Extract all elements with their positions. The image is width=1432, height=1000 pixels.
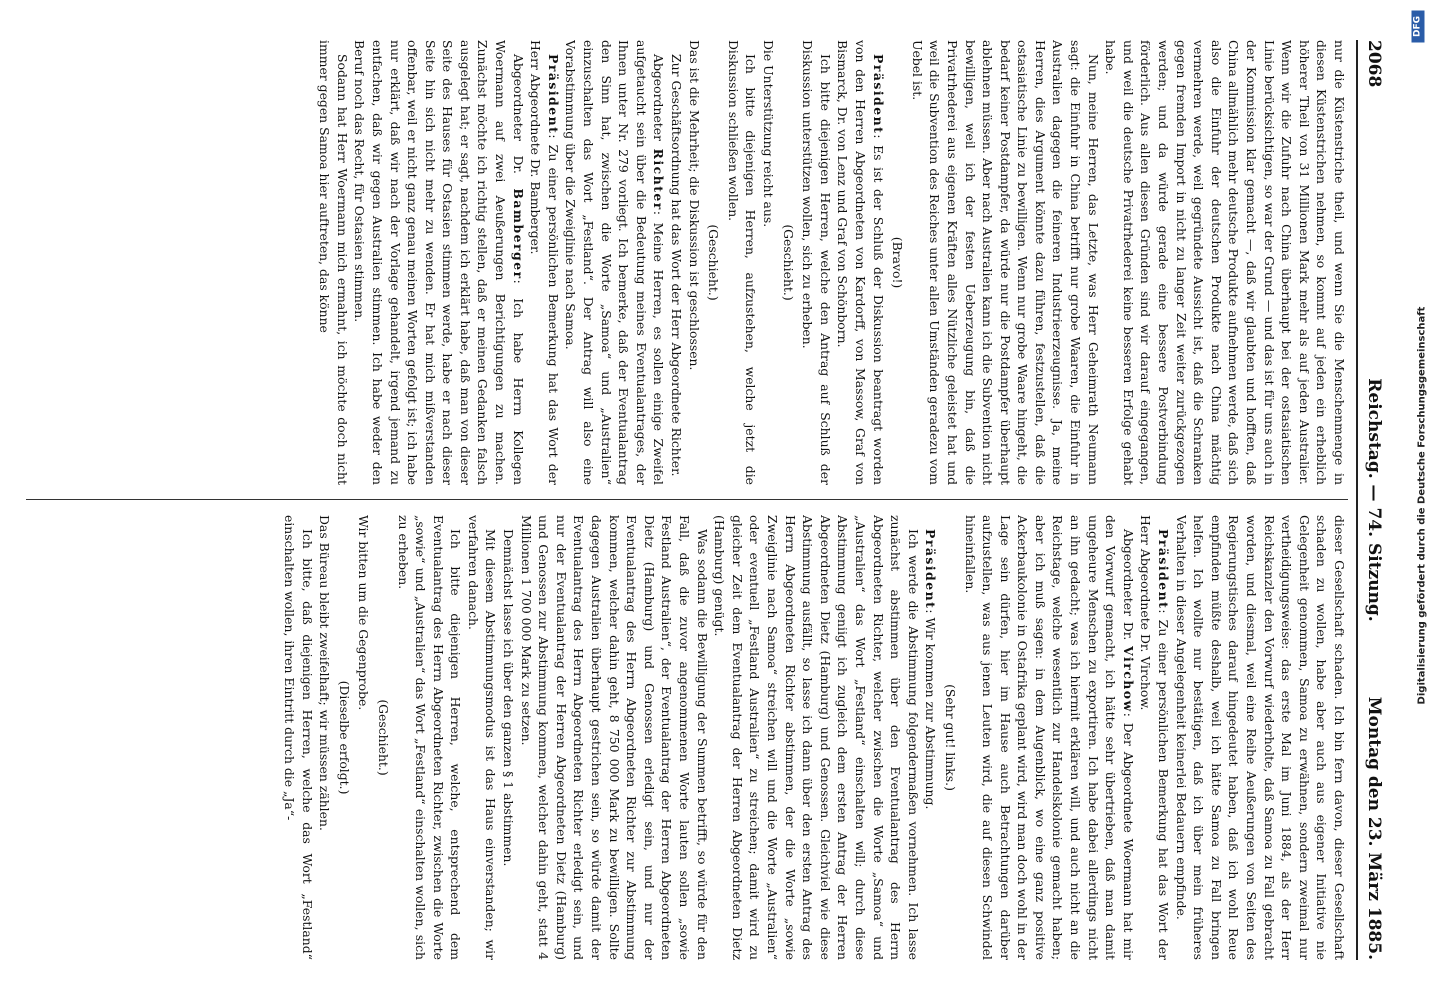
speaker-name: Präsident [1156, 529, 1172, 610]
text-run: Ich werde die Abstimmung folgendermaßen vornehmen. Ich lasse zunächst abstimmen über den Eventualantrag des Herrn Abgeordneten Richter, welcher zwischen die Worte „Samoa“ und „Australien“ das Wort „Festland“ einschalten will; durch diese Abstimmung geniigt ich zugleich dem ersten Antrag der Herren Abgeordneten Dietz (Hamburg) und Genossen. Gleichviel wie diese Abstimmung ausfällt, so lasse ich dann über den ersten Antrag des Herrn Abgeordneten Richter abstimmen, der die Worte „sowie Zweiglinie nach Samoa“ streichen will und die Worte „Australien“ oder eventuell „Festland Australien“ zu streichen; damit wird zu gleicher Zeit dem Eventualantrag der Herren Abgeordneten Dietz (Hamburg) genügt. [712, 515, 921, 960]
text-run: (Dieselbe erfolgt.) [336, 680, 352, 795]
text-run: Ich bitte, daß diejenigen Herren, welche das Wort „Festland“ einschalten wollen, ihren Eintritt durch die „Ja“- [281, 515, 315, 960]
digitization-credit: Digitalisierung gefördert durch die Deutsche Forschungsgemeinschaft [1416, 306, 1428, 705]
left-column-paragraph [685, 40, 703, 485]
right-column-paragraph [711, 515, 922, 960]
text-run: nur die Küstenstriche theil, und wenn Sie die Menschenmenge in diesen Küstenstrichen nehmen, so kommt auf jeden ein erheblich höherer Theil von 31 Millionen Mark mehr als auf jeden Australier. Wenn wir die Zufuhr nach China überhaupt bei der ostasiatischen Linie berücksichtigen, so war der Grund — und das ist für uns auch in der Kommission klar gemacht —, daß wir glaubten und hofften, daß China allmählich mehr deutsche Produkte aufnehmen werde, daß sich also die Einfuhr der deutschen Produkte nach China mächtig vermehren werde, weil gegründete Aussicht ist, daß die Schranken gegen fremden Import in nicht zu langer Zeit weiter zurückgezogen werden; und da würde gerade eine bessere Postverbindung förderlich. Aus allen diesen Gründen sind wir darauf eingegangen, und weil die deutsche Privatrhederei keine besseren Erfolge gehabt habe. [1103, 40, 1347, 485]
text-run: : Meine Herren, es sollen einige Zweifel aufgetaucht sein über die Bedeutung meines Eventualantrages, der Ihnen unter Nr. 279 vorliegt. Ich bemerke, daß der Eventualantrag den Sinn hat, zwischen die Worte „Samoa“ und „Australien“ einzuschalten das Wort „Festland“. Der Antrag will also eine Vorabstimmung über die Zweiglinie nach Samoa. [563, 40, 667, 485]
text-run: Nun, meine Herren, das Letzte, was Herr Geheimrath Neumann sagt: die Einfuhr in China betrifft nur grobe Waaren, die Einfuhr in Australien dagegen die feineren Industrieerzeugnisse. Ja, meine Herren, dies Argument könnte dazu führen, festzustellen, daß die ostasiatische Linie zu bewilligen. Wenn nur grobe Waare hingeht, die bedarf keiner Postdampfer, da würde nur die Postdampfer überhaupt ablehnen müssen. Aber nach Australien kann ich die Subvention nicht bewilligen, weil ich der festen Ueberzeugung bin, daß die Privatrhederei aus eigenen Kräften alles Nützliche geleistet hat und weil die Subvention des Reiches unter allen Umständen geradezu vom Uebel ist. [909, 40, 1101, 485]
text-run: dieser Gesellschaft schaden. Ich bin fern davon, dieser Gesellschaft schaden zu wollen, habe aber auch aus eigener Initiative nie Gelegenheit genommen, Samoa zu erwähnen, sondern zweimal nur vertheidigungsweise: das erste Mal im Juni 1884, als der Herr Reichskanzler den Vorwurf wiederholte, daß Samoa zu Fall gebracht worden, und diesmal, weil eine Reihe Aeußerungen von Seiten des Regierungstisches darauf hingedeutet haben, daß ich wohl Reue empfinden müßte deshalb, weil ich hätte Samoa zu Fall bringen helfen. Ich wollte nur bestätigen, daß ich über mein früheres Verhalten in dieser Angelegenheit keinerlei Bedauern empfinde. [1173, 515, 1347, 960]
text-run: Ich bitte diejenigen Herren, welche den Antrag auf Schluß der Diskussion unterstützen wollen, sich zu erheben. [800, 40, 833, 485]
text-run: (Sehr gut! links.) [942, 684, 958, 791]
speaker-name: Präsident [923, 529, 939, 610]
text-run: Abgeordneter Dr. [510, 54, 526, 189]
left-column-paragraph [834, 40, 887, 485]
text-run: Abgeordneter Dr. [1120, 529, 1136, 647]
text-run: Mit diesem Abstimmungsmodus ist das Haus einverstanden; wir verfahren danach. [465, 515, 499, 960]
right-column-paragraph [355, 515, 373, 960]
left-column-paragraph [799, 40, 834, 485]
text-run: Was sodann die Bewilligung der Summen betrifft, so würde für den Fall, daß die zuvor angenommenen Worte lauten sollen „sowie Festland Australien“, der Eventualantrag der Herren Abgeordneten Dietz (Hamburg) und Genossen erledigt sein, und nur der Eventualantrag des Herrn Abgeordneten Richter zur Abstimmung kommen, welcher dahin geht, 8 750 000 Mark zu bewilligen. Sollte dagegen Australien überhaupt gestrichen sein, so würde damit der Eventualantrag des Herrn Abgeordneten Richter erledigt sein, und nur der Eventualantrag der Herren Abgeordneten Dietz (Hamburg) und Genossen zur Abstimmung kommen, welcher dahin geht, statt 4 Millionen 1 700 000 Mark zu setzen. [518, 515, 710, 960]
text-run: : Zu einer persönlichen Bemerkung hat das Wort der Herr Abgeordnete Dr. Virchow. [1138, 515, 1172, 960]
speaker-name: Präsident [870, 54, 886, 135]
left-column-paragraph [1102, 40, 1348, 485]
right-column-paragraph [941, 515, 959, 960]
text-run: (Bravo!) [890, 236, 906, 289]
speaker-name: Präsident [545, 54, 561, 135]
dfg-logo: DFG [1412, 11, 1425, 43]
text-run: : Es ist der Schluß der Diskussion beantragt worden von den Herren Abgeordneten von Kardorff, von Massow, Graf von Bismarck, Dr. von Lenz und Graf von Schönborn. [835, 40, 886, 485]
text-run: : Zu einer persönlichen Bemerkung hat das Wort der Herr Abgeordnete Dr. Bamberger. [528, 40, 561, 485]
text-run: Demnächst lasse ich über den ganzen § 1 abstimmen. [501, 529, 517, 867]
right-column-paragraph [374, 515, 392, 960]
left-column-paragraph [724, 40, 759, 485]
right-column-paragraph [517, 515, 711, 960]
text-run: Das Büreau bleibt zweifelhaft; wir müssen zählen. [317, 515, 333, 831]
right-column-paragraph [961, 515, 1137, 960]
text-run: Abgeordneter [651, 54, 667, 149]
text-run: Wir bitten um die Gegenprobe. [356, 515, 372, 711]
right-column-paragraph [922, 515, 940, 960]
right-column-paragraph [394, 515, 464, 960]
right-column-paragraph [280, 515, 315, 960]
column-divider [26, 499, 1348, 500]
text-run: : Wir kommen zur Abstimmung. [923, 609, 939, 810]
right-column-paragraph [1137, 515, 1172, 960]
left-column-paragraph [316, 40, 351, 485]
right-column-paragraph [464, 515, 499, 960]
text-columns [26, 40, 1348, 960]
text-run: (Geschieht.) [375, 699, 391, 776]
left-column-paragraph [667, 40, 685, 485]
session-title: Reichstag. — 74. Sitzung. [1364, 378, 1384, 622]
left-column-paragraph [759, 40, 777, 485]
speaker-name: Richter [651, 148, 667, 211]
left-column-paragraph [527, 40, 562, 485]
left-column-paragraph [908, 40, 1102, 485]
text-run: (Geschieht.) [706, 224, 722, 301]
left-column-paragraph [889, 40, 907, 485]
page-number: 2068 [1364, 40, 1384, 88]
text-run: : Der Abgeordnete Woermann hat mir den Vorwurf gemacht, ich hätte sehr übertrieben, daß man damit ungeheure Menschen zu exportiren. Ich habe dabei allerdings nicht an ihn gedacht; was ich hiermit erklären will, und auch nicht an die Reichstage, welche wesentlich zur Handelskolonie gemacht haben; aber ich muß sagen: in dem Augenblick, wo eine ganz positive Ackerbaukolonie in Ostafrika geplant wird, wird man doch wohl in der Lage sein dürfen, hier im Hause auch Betrachtungen darüber aufzustellen, was aus jenen Leuten wird, die auf diesen Schwindel hineinfallen. [962, 515, 1136, 960]
left-column-paragraph [562, 40, 668, 485]
right-column-paragraph [500, 515, 518, 960]
text-run: Das ist die Mehrheit; die Diskussion ist geschlossen. [686, 40, 702, 371]
text-run: (Geschieht.) [780, 224, 796, 301]
right-column-paragraph [335, 515, 353, 960]
text-run: Ich bitte diejenigen Herren, aufzustehen, welche jetzt die Diskussion schließen wollen. [725, 40, 759, 485]
left-column-paragraph [351, 40, 527, 485]
page-header [1356, 40, 1384, 960]
right-column [26, 515, 1348, 960]
session-date: Montag den 23. März 1885. [1364, 696, 1384, 960]
speaker-name: Virchow [1120, 646, 1136, 713]
left-column [26, 40, 1348, 485]
text-run: Sodann hat Herr Woermann mich ermahnt, ich möchte doch nicht immer gegen Samoa hier auftreten, das könne [317, 40, 350, 485]
right-column-paragraph [316, 515, 334, 960]
text-run: Die Unterstützung reicht aus. [761, 40, 776, 228]
speaker-name: Bamberger [510, 188, 526, 280]
text-run: Zur Geschäftsordnung hat das Wort der Herr Abgeordnete Richter. [669, 54, 685, 477]
text-run: Ich bitte diejenigen Herren, welche, entsprechend dem Eventualantrag des Herrn Abgeordneten Richter, zwischen die Worte „sowie“ und „Australien“ das Wort „Festland“ einschalten wollen, sich zu erheben. [395, 515, 464, 960]
text-run: : Ich habe Herrn Kollegen Woermann auf zwei Aeußerungen Berichtigungen zu machen. Zunächst möchte ich richtig stellen, daß er meinen Gedanken falsch ausgelegt hat; er sagt, nachdem ich erklärt habe, daß man von dieser Seite des Hauses für Ostasien stimmen werde, habe er nach dieser Seite hin sich nicht mehr zu wenden. Er hat mich mißverstanden offenbar, weil er nicht ganz genau meinen Worten gefolgt ist; ich habe nur erklärt, daß wir nach der Vorlage gehandelt, irgend jemand zu entfachen, daß wir gegen Australien stimmen. Ich habe weder den Beruf noch das Recht, für Ostasien stimmen. [352, 40, 526, 485]
right-column-paragraph [1172, 515, 1348, 960]
left-column-paragraph [705, 40, 723, 485]
left-column-paragraph [779, 40, 797, 485]
